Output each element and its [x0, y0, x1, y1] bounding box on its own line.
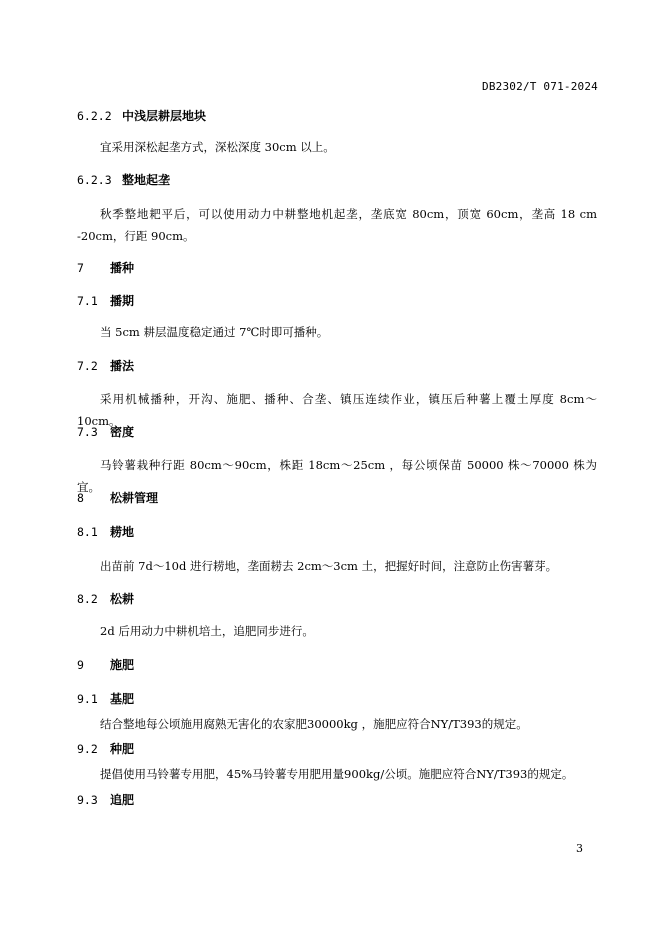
section-number: 9.1 [77, 692, 98, 706]
section-number: 7.3 [77, 425, 98, 439]
paragraph: 2d 后用动力中耕机培土，追肥同步进行。 [100, 624, 314, 638]
section-title: 播种 [110, 261, 135, 275]
section-heading-9-1 [77, 691, 597, 707]
section-title: 松耕管理 [110, 491, 159, 505]
section-title: 耢地 [110, 525, 135, 539]
section-title: 播法 [110, 359, 135, 373]
section-heading-9-2 [77, 741, 597, 757]
document-code: DB2302/T 071-2024 [482, 80, 598, 93]
paragraph: 宜采用深松起垄方式，深松深度 30cm 以上。 [100, 140, 335, 154]
section-number: 6.2.2 [77, 109, 112, 123]
section-number: 9.2 [77, 742, 98, 756]
section-heading-9-3 [77, 792, 597, 808]
section-number: 7.2 [77, 359, 98, 373]
section-heading-9 [77, 657, 597, 673]
section-title: 基肥 [110, 692, 135, 706]
section-title: 种肥 [110, 742, 135, 756]
section-number: 8.2 [77, 592, 98, 606]
section-number: 7 [77, 261, 84, 275]
section-heading-6-2-2 [77, 108, 597, 124]
paragraph: 结合整地每公顷施用腐熟无害化的农家肥30000kg ，施肥应符合NY/T393的规定。 [100, 717, 528, 731]
paragraph: 出苗前 7d～10d 进行耢地，垄面耢去 2cm～3cm 土，把握好时间，注意防止伤害薯芽。 [100, 559, 558, 573]
section-heading-6-2-3 [77, 172, 597, 188]
paragraph: 提倡使用马铃薯专用肥，45%马铃薯专用肥用量900kg/公顷。施肥应符合NY/T393的规定。 [100, 767, 574, 781]
section-number: 8.1 [77, 525, 98, 539]
section-heading-8-1 [77, 524, 597, 540]
section-heading-8 [77, 490, 597, 506]
section-title: 松耕 [110, 592, 135, 606]
section-number: 7.1 [77, 294, 98, 308]
section-title: 中浅层耕层地块 [122, 109, 207, 123]
section-title: 追肥 [110, 793, 135, 807]
paragraph: 采用机械播种，开沟、施肥、播种、合垄、镇压连续作业，镇压后种薯上覆土厚度 8cm～10cm。 [77, 392, 597, 428]
section-number: 9 [77, 658, 84, 672]
section-title: 播期 [110, 294, 135, 308]
page-number: 3 [576, 842, 583, 855]
paragraph: 马铃薯栽种行距 80cm～90cm，株距 18cm～25cm ，每公顷保苗 50000 株～70000 株为宜。 [77, 458, 597, 494]
section-title: 整地起垄 [122, 173, 171, 187]
section-heading-8-2 [77, 591, 597, 607]
section-number: 8 [77, 491, 84, 505]
section-title: 施肥 [110, 658, 135, 672]
section-heading-7-2 [77, 358, 597, 374]
paragraph: 秋季整地耙平后，可以使用动力中耕整地机起垄，垄底宽 80cm，顶宽 60cm，垄高 18 cm -20cm，行距 90cm。 [77, 207, 597, 243]
section-number: 9.3 [77, 793, 98, 807]
section-heading-7-1 [77, 293, 597, 309]
section-heading-7-3 [77, 424, 597, 440]
paragraph: 当 5cm 耕层温度稳定通过 7℃时即可播种。 [100, 325, 329, 339]
section-number: 6.2.3 [77, 173, 112, 187]
section-heading-7 [77, 260, 597, 276]
section-title: 密度 [110, 425, 135, 439]
